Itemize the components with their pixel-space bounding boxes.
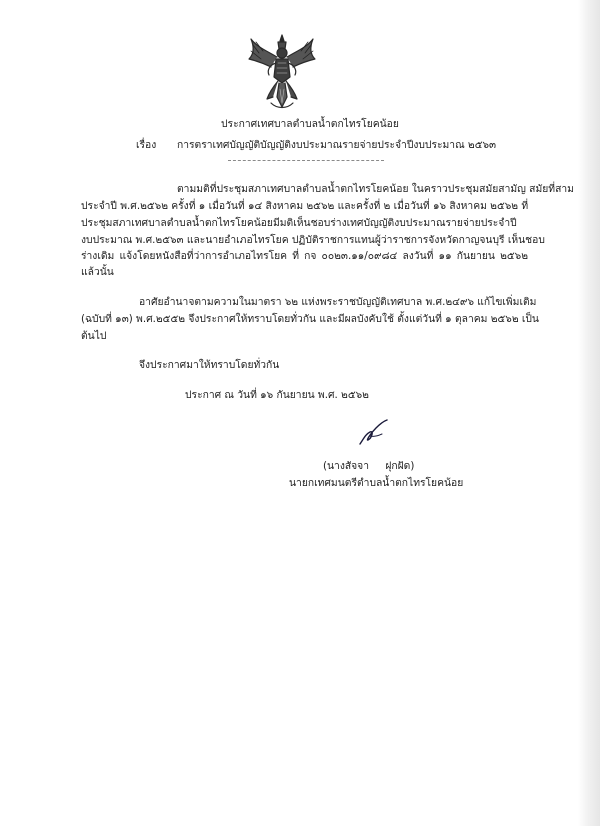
signer-name: (นางสัจจา ฝุกฝัด) (323, 460, 415, 472)
garuda-emblem-icon (247, 33, 317, 113)
subject-text: การตราเทศบัญญัติบัญญัติงบประมาณรายจ่ายประจำปีงบประมาณ ๒๕๖๓ (177, 139, 497, 151)
subject-label: เรื่อง (136, 139, 157, 151)
closing-line: จึงประกาศมาให้ทราบโดยทั่วกัน (139, 359, 280, 371)
announcement-heading: ประกาศเทศบาลตำบลน้ำตกไทรโยคน้อย (221, 118, 399, 130)
paragraph2-line: อาศัยอำนาจตามความในมาตรา ๖๒ แห่งพระราชบัญญัติเทศบาล พ.ศ.๒๔๙๖ แก้ไขเพิ่มเติม (139, 296, 537, 308)
paragraph1-line: ร่างเดิม แจ้งโดยหนังสือที่ว่าการอำเภอไทรโยค ที่ กจ ๐๐๒๓.๑๑/๐๙๘๔ ลงวันที่ ๑๑ กันยายน ๒๕๖๒ (81, 250, 528, 262)
announcement-date: ประกาศ ณ วันที่ ๑๖ กันยายน พ.ศ. ๒๕๖๒ (185, 389, 369, 401)
paragraph1-line: แล้วนั้น (81, 266, 114, 278)
heading-divider (228, 160, 384, 161)
paragraph2-line: (ฉบับที่ ๑๓) พ.ศ.๒๕๕๒ จึงประกาศให้ทราบโดยทั่วกัน และมีผลบังคับใช้ ตั้งแต่วันที่ ๑ ตุลาคม ๒๕๖๒ เป็น (81, 313, 539, 325)
paragraph2-line: ต้นไป (81, 330, 107, 342)
paragraph1-line: ประชุมสภาเทศบาลตำบลน้ำตกไทรโยคน้อยมีมติเห็นชอบร่างเทศบัญญัติงบประมาณรายจ่ายประจำปี (81, 217, 517, 229)
handwritten-signature-icon (356, 418, 390, 448)
scan-edge-shadow (578, 0, 600, 826)
signer-title: นายกเทศมนตรีตำบลน้ำตกไทรโยคน้อย (289, 477, 464, 489)
paragraph1-line: ประจำปี พ.ศ.๒๕๖๒ ครั้งที่ ๑ เมื่อวันที่ ๑๔ สิงหาคม ๒๕๖๒ และครั้งที่ ๒ เมื่อวันที่ ๑๖ สิงหาคม ๒๕๖๒ ที่ (81, 200, 529, 212)
paragraph1-line: งบประมาณ พ.ศ.๒๕๖๓ และนายอำเภอไทรโยค ปฏิบัติราชการแทนผู้ว่าราชการจังหวัดกาญจนบุรี เห็นชอบ (81, 234, 545, 246)
paragraph1-line: ตามมติที่ประชุมสภาเทศบาลตำบลน้ำตกไทรโยคน้อย ในคราวประชุมสมัยสามัญ สมัยที่สาม (177, 183, 574, 195)
